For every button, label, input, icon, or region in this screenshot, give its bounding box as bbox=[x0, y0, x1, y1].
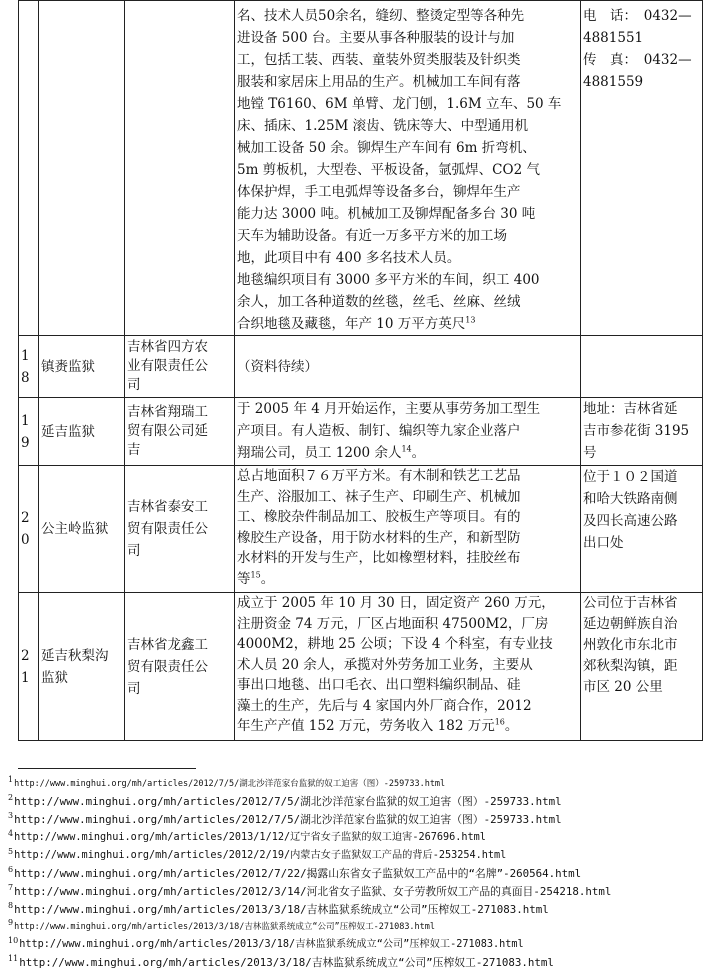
footnote-11[interactable] bbox=[8, 954, 716, 972]
footnote-9[interactable] bbox=[8, 919, 716, 936]
footnote-number: 8 bbox=[8, 901, 14, 911]
company-cell bbox=[125, 1, 235, 336]
company-name bbox=[125, 466, 235, 593]
table-row-20 bbox=[19, 466, 703, 593]
address-line: 和哈大铁路南侧 bbox=[583, 491, 678, 507]
address bbox=[581, 466, 703, 593]
description bbox=[235, 466, 581, 593]
desc-line: 注册资金 74 万元，厂区占地面积 47500M2，厂房 bbox=[237, 615, 549, 632]
row-number: 18 bbox=[19, 336, 39, 398]
desc-end: 。 bbox=[411, 445, 426, 461]
footnote-number: 5 bbox=[8, 846, 14, 856]
desc-line-text: 翔瑞公司，员工 1200 余人 bbox=[237, 445, 402, 461]
prison-name-line: 监狱 bbox=[41, 669, 68, 686]
row-number: 21 bbox=[19, 593, 39, 741]
company-name bbox=[125, 336, 235, 398]
footnote-number: 1 bbox=[8, 775, 14, 785]
description: （资料待续） bbox=[235, 336, 581, 398]
phone-number: 4881551 bbox=[583, 30, 644, 46]
table-row-17 bbox=[19, 1, 703, 336]
row-number: 19 bbox=[19, 398, 39, 466]
address-cell bbox=[581, 336, 703, 398]
description bbox=[235, 398, 581, 466]
prison-name: 镇赉监狱 bbox=[39, 336, 125, 398]
desc-line: 产项目。有人造板、制钉、编织等九家企业落户 bbox=[237, 423, 521, 439]
company-line: 吉林省泰安工 bbox=[127, 499, 208, 515]
prison-company-table bbox=[18, 0, 703, 741]
address-line: 出口处 bbox=[583, 535, 624, 551]
desc-line: 地毯编织项目有 3000 多平方米的车间，织工 400 bbox=[237, 272, 540, 288]
footnote-4[interactable] bbox=[8, 829, 716, 847]
desc-line: 藻土的生产，先后与 4 家国内外厂商合作，2012 bbox=[237, 697, 532, 714]
company-line: 司 bbox=[127, 377, 141, 393]
footnote-ref[interactable]: 15 bbox=[250, 570, 261, 579]
company-name bbox=[125, 593, 235, 741]
desc-line: 服装和家居床上用品的生产。机械加工车间有落 bbox=[237, 74, 521, 90]
desc-line: 械加工设备 50 余。铆焊生产车间有 6m 折弯机、 bbox=[237, 140, 536, 156]
row-number-cell bbox=[19, 1, 39, 336]
desc-line bbox=[237, 716, 578, 737]
desc-line: 5m 剪板机，大型卷、平板设备，氩弧焊、CO2 气 bbox=[237, 162, 540, 178]
desc-line: 床、插床、1.25M 滚齿、铣床等大、中型通用机 bbox=[237, 118, 529, 134]
company-line: 吉林省翔瑞工 bbox=[127, 404, 208, 420]
fax-number: 4881559 bbox=[583, 74, 644, 90]
table-row-19 bbox=[19, 398, 703, 466]
desc-end: 。 bbox=[260, 570, 275, 587]
desc-line: 进设备 500 台。主要从事各种服装的设计与加 bbox=[237, 30, 515, 46]
footnote-link[interactable]: http://www.minghui.org/mh/articles/2013/3/18/吉林监狱系统成立“公司”压榨奴工-271083.html bbox=[19, 956, 554, 969]
footnote-link[interactable]: http://www.minghui.org/mh/articles/2012/7/5/湖北沙洋范家台监狱的奴工迫害（图）-259733.html bbox=[14, 795, 562, 808]
desc-line: 生产、浴服加工、袜子生产、印刷生产、机械加 bbox=[237, 488, 521, 505]
footnote-number: 4 bbox=[8, 828, 14, 838]
footnote-10[interactable] bbox=[8, 936, 716, 954]
desc-end: 。 bbox=[504, 718, 519, 734]
footnote-number: 10 bbox=[8, 935, 19, 945]
description bbox=[235, 593, 581, 741]
company-name bbox=[125, 398, 235, 466]
address-line: 地址：吉林省延 bbox=[583, 401, 678, 417]
address-line: 郊秋梨沟镇，距 bbox=[583, 658, 678, 674]
description-cell bbox=[235, 1, 581, 336]
desc-line-text: 年生产产值 152 万元，劳务收入 182 万元 bbox=[237, 718, 495, 734]
company-line: 业有限责任公 bbox=[127, 358, 208, 374]
desc-line: 余人，加工各种道数的丝毯，丝毛、丝麻、丝绒 bbox=[237, 294, 521, 310]
footnote-separator bbox=[18, 768, 196, 769]
desc-line: 于 2005 年 4 月开始运作，主要从事劳务加工型生 bbox=[237, 401, 541, 417]
prison-name bbox=[39, 593, 125, 741]
footnote-number: 9 bbox=[8, 918, 14, 928]
footnote-link[interactable]: http://www.minghui.org/mh/articles/2012/7/5/湖北沙洋范家台监狱的奴工迫害（图）-259733.html bbox=[14, 779, 446, 789]
address-line: 吉市参花街 3195 bbox=[583, 423, 690, 439]
footnote-5[interactable] bbox=[8, 847, 716, 865]
desc-line bbox=[237, 313, 578, 335]
footnote-ref[interactable]: 13 bbox=[465, 315, 476, 325]
footnote-8[interactable] bbox=[8, 901, 716, 919]
footnote-link[interactable]: http://www.minghui.org/mh/articles/2012/7/22/揭露山东省女子监狱奴工产品中的“名牌”-260564.html bbox=[14, 867, 582, 880]
desc-line: 地，此项目中有 400 多名技术人员。 bbox=[237, 250, 461, 266]
desc-line-text: 合织地毯及藏毯，年产 10 万平方英尺 bbox=[237, 316, 466, 332]
desc-line: 4000M2，耕地 25 公顷；下设 4 个科室，有专业技 bbox=[237, 636, 553, 652]
address-line: 及四长高速公路 bbox=[583, 513, 678, 529]
desc-line: 工、橡胶杂件制品加工、胶板生产等项目。有的 bbox=[237, 509, 521, 525]
address-line: 延边朝鲜族自治 bbox=[583, 616, 678, 632]
footnote-number: 6 bbox=[8, 865, 14, 875]
footnotes bbox=[8, 776, 716, 972]
phone-label: 电 话： 0432— bbox=[583, 8, 692, 24]
footnote-number: 7 bbox=[8, 883, 14, 893]
footnote-number: 3 bbox=[8, 811, 14, 821]
address-line: 位于１０２国道 bbox=[583, 469, 678, 485]
fax-label: 传 真： 0432— bbox=[583, 52, 692, 68]
company-line: 贸有限公司延 bbox=[127, 423, 208, 439]
company-line: 吉 bbox=[127, 442, 141, 458]
footnote-7[interactable] bbox=[8, 883, 716, 901]
footnote-3[interactable] bbox=[8, 811, 716, 829]
address bbox=[581, 593, 703, 741]
address bbox=[581, 398, 703, 466]
footnote-link[interactable]: http://www.minghui.org/mh/articles/2013/3/18/吉林监狱系统成立“公司”压榨奴工-271083.html bbox=[14, 903, 549, 916]
footnote-link[interactable]: http://www.minghui.org/mh/articles/2013/1/12/辽宁省女子监狱的奴工迫害-267696.html bbox=[14, 832, 486, 843]
footnote-ref[interactable]: 14 bbox=[401, 444, 412, 454]
desc-line bbox=[237, 442, 578, 464]
desc-line: 术人员 20 余人，承揽对外劳务加工业务，主要从 bbox=[237, 656, 533, 673]
desc-line: 名、技术人员50余名，缝纫、整烫定型等各种先 bbox=[237, 8, 525, 24]
company-line: 贸有限责任公 bbox=[127, 521, 208, 537]
table-row-21 bbox=[19, 593, 703, 741]
desc-line: 水材料的开发与生产，比如橡塑材料，挂胶丝布 bbox=[237, 550, 521, 566]
footnote-2[interactable] bbox=[8, 793, 716, 811]
desc-line: 天车为辅助设备。有近一万多平方米的加工场 bbox=[237, 228, 507, 244]
desc-line: 橡胶生产设备，用于防水材料的生产，和新型防 bbox=[237, 529, 521, 546]
desc-line: 能力达 3000 吨。机械加工及铆焊配备多台 30 吨 bbox=[237, 206, 536, 222]
footnote-link[interactable]: http://www.minghui.org/mh/articles/2012/3/14/河北省女子监狱、女子劳教所奴工产品的真面目-254218.html bbox=[14, 885, 612, 898]
prison-name: 延吉监狱 bbox=[39, 398, 125, 466]
desc-line: 工，包括工装、西装、童装外贸类服装及针织类 bbox=[237, 52, 521, 68]
prison-name-line: 延吉秋梨沟 bbox=[41, 647, 109, 664]
desc-line: 总占地面积７６万平方米。有木制和铁艺工艺品 bbox=[237, 468, 521, 484]
footnote-link[interactable]: http://www.minghui.org/mh/articles/2013/3/18/吉林监狱系统成立“公司”压榨奴工-271083.html bbox=[14, 922, 436, 932]
desc-line: 成立于 2005 年 10 月 30 日，固定资产 260 万元， bbox=[237, 595, 555, 611]
desc-line bbox=[237, 569, 578, 590]
prison-name: 公主岭监狱 bbox=[39, 466, 125, 593]
footnote-ref[interactable]: 16 bbox=[494, 717, 505, 727]
footnote-link[interactable]: http://www.minghui.org/mh/articles/2013/3/18/吉林监狱系统成立“公司”压榨奴工-271083.html bbox=[19, 939, 524, 950]
footnote-1[interactable] bbox=[8, 776, 716, 793]
desc-line: 地镗 T6160、6M 单臂、龙门刨，1.6M 立车、50 车 bbox=[237, 96, 562, 112]
footnote-6[interactable] bbox=[8, 865, 716, 883]
company-line: 贸有限责任公 bbox=[127, 658, 208, 675]
address-line: 号 bbox=[583, 445, 597, 461]
prison-name-cell bbox=[39, 1, 125, 336]
company-line: 吉林省四方农 bbox=[127, 339, 208, 355]
footnote-link[interactable]: http://www.minghui.org/mh/articles/2012/7/5/湖北沙洋范家台监狱的奴工迫害（图）-259733.html bbox=[14, 813, 562, 826]
address-line: 公司位于吉林省 bbox=[583, 595, 678, 611]
company-line: 吉林省龙鑫工 bbox=[127, 636, 208, 653]
footnote-number: 11 bbox=[8, 954, 19, 964]
row-number: 20 bbox=[19, 466, 39, 593]
table-row-18 bbox=[19, 336, 703, 398]
address-line: 州敦化市东北市 bbox=[583, 637, 678, 653]
company-line: 司 bbox=[127, 543, 141, 559]
desc-line: 体保护焊，手工电弧焊等设备多台，铆焊年生产 bbox=[237, 184, 521, 200]
company-line: 司 bbox=[127, 680, 141, 697]
desc-line-text: 等 bbox=[237, 570, 251, 587]
footnote-number: 2 bbox=[8, 793, 14, 803]
desc-line: 事出口地毯、出口毛衣、出口塑料编织制品、硅 bbox=[237, 677, 521, 693]
address-line: 市区 20 公里 bbox=[583, 679, 663, 695]
contact-cell bbox=[581, 1, 703, 336]
footnote-link[interactable]: http://www.minghui.org/mh/articles/2012/2/19/内蒙古女子监狱奴工产品的背后-253254.html bbox=[14, 850, 507, 861]
